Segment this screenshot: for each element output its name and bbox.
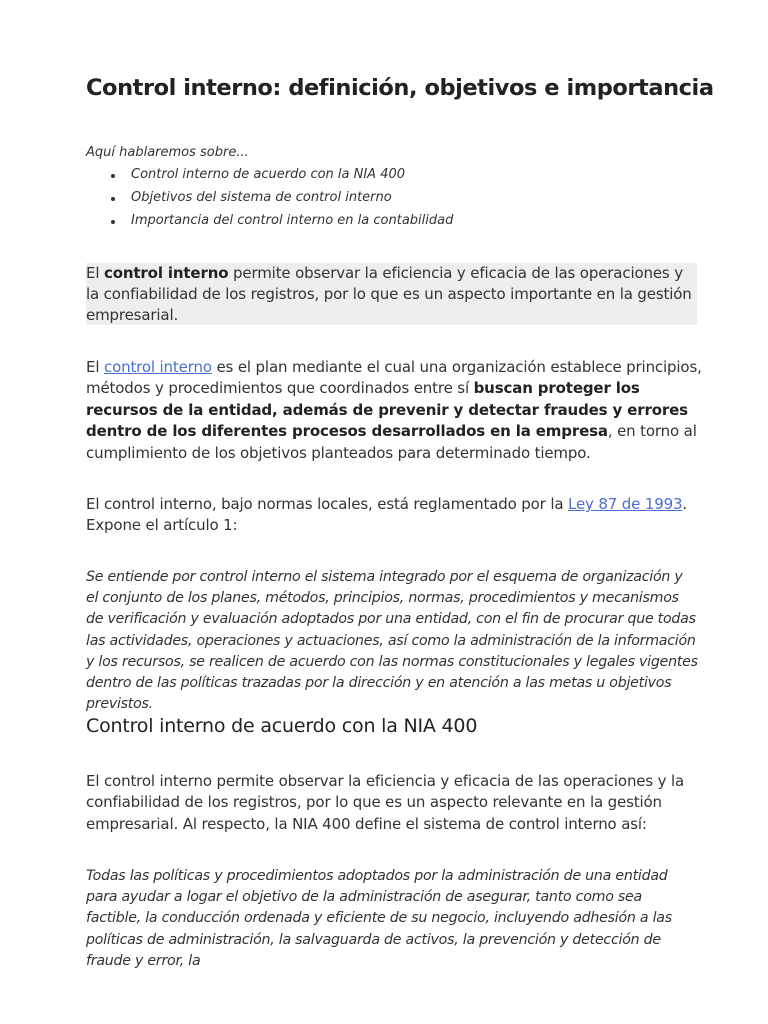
paragraph-nia-400: El control interno permite observar la eficiencia y eficacia de las operaciones y la confiabilidad de los registros, por lo que es un aspecto relevante en la gestión empresarial. Al respecto, la NIA 400 define el sistema de control interno así: [86, 772, 685, 833]
highlight-post: permite observar la eficiencia y eficacia de las operaciones y la confiabilidad de los registros, por lo que es un aspecto importante en la gestión empresarial. [86, 264, 692, 324]
para1-bold: buscan proteger los recursos de la entidad, además de prevenir y detectar fraudes y errores dentro de los diferentes procesos desarrollados en la empresa [86, 379, 688, 441]
ley-87-link[interactable]: Ley 87 de 1993 [568, 495, 683, 513]
highlight-bold: control interno [103, 264, 229, 282]
para1-post: , en torno al cumplimiento de los objetivos planteados para determinado tiempo. [86, 422, 697, 462]
page-title: Control interno: definición, objetivos e importancia [86, 75, 714, 101]
paragraph-ley [86, 494, 702, 537]
quote-articulo-1: Se entiende por control interno el sistema integrado por el esquema de organización y el conjunto de los planes, métodos, principios, normas, procedimientos y mecanismos de verificación y evaluación adoptados por una entidad, con el fin de procurar que todas las actividades, operaciones y actuaciones, así como la administración de la información y los recursos, se realicen de acuerdo con las normas constitucionales y legales vigentes dentro de las políticas trazadas por la dirección y en atención a las metas u objetivos previstos. [86, 569, 698, 713]
intro-summary [86, 142, 706, 233]
para1-mid: es el plan mediante el cual una organización establece principios, métodos y procedimientos que coordinados entre sí [86, 358, 702, 398]
list-item: Objetivos del sistema de control interno [131, 187, 706, 209]
intro-heading: Aquí hablaremos sobre... [86, 145, 249, 160]
intro-list [86, 164, 706, 232]
list-item: Importancia del control interno en la contabilidad [131, 210, 706, 232]
highlight-pre: El [86, 264, 104, 282]
highlight-text [86, 263, 697, 326]
paragraph-definition [86, 357, 702, 464]
list-item: Control interno de acuerdo con la NIA 400 [131, 164, 706, 186]
para1-pre: El [86, 358, 104, 376]
highlight-box [86, 263, 697, 325]
para2-pre: El control interno, bajo normas locales, está reglamentado por la [86, 495, 568, 513]
section-heading: Control interno de acuerdo con la NIA 400 [86, 715, 478, 737]
control-interno-link[interactable]: control interno [103, 358, 212, 376]
para2-post: . Expone el artículo 1: [86, 495, 688, 535]
quote-nia-400: Todas las políticas y procedimientos adoptados por la administración de una entidad para ayudar a logar el objetivo de la administración de asegurar, tanto como sea factible, la conducción ordenada y eficiente de su negocio, incluyendo adhesión a las políticas de administración, la salvaguarda de activos, la prevención y detección de fraude y error, la [86, 868, 672, 969]
